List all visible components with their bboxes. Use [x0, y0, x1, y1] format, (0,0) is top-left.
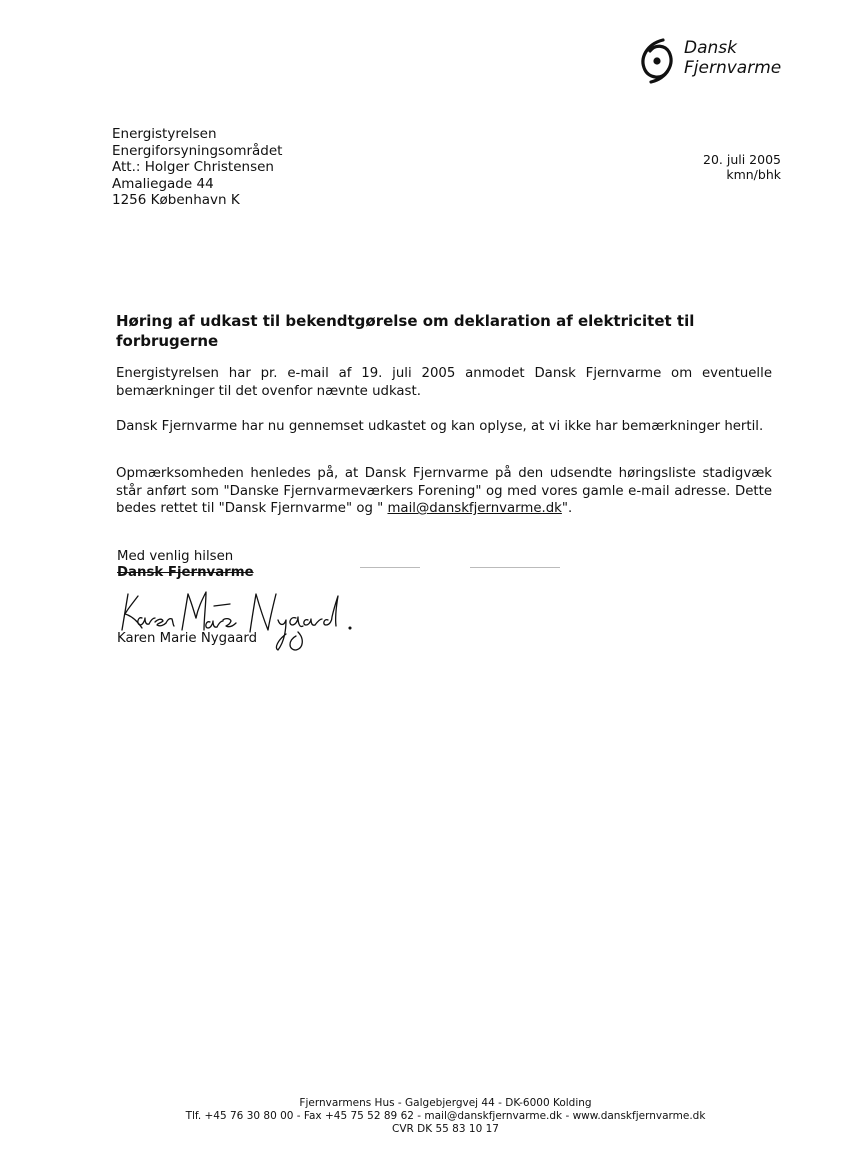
scan-artifact-line — [470, 567, 560, 568]
recipient-line: 1256 København K — [112, 192, 240, 209]
body-paragraph-3 — [116, 465, 772, 518]
letter-heading: Høring af udkast til bekendtgørelse om deklaration af elektricitet til forbrugerne — [116, 312, 695, 350]
logo-wordmark — [684, 38, 781, 78]
closing-organization: Dansk Fjernvarme — [117, 565, 254, 580]
date-block — [703, 152, 781, 182]
footer-contact: Tlf. +45 76 30 80 00 - Fax +45 75 52 89 62 - mail@danskfjernvarme.dk - www.danskfjernvarme.dk — [185, 1110, 706, 1122]
footer-cvr: CVR DK 55 83 10 17 — [392, 1123, 499, 1135]
letter-footer — [0, 1097, 853, 1136]
body-paragraph-2: Dansk Fjernvarme har nu gennemset udkastet og kan oplyse, at vi ikke har bemærkninger hertil. — [116, 419, 764, 434]
letter-date: 20. juli 2005 — [703, 152, 781, 167]
body-paragraph-1: Energistyrelsen har pr. e-mail af 19. juli 2005 anmodet Dansk Fjernvarme om eventuelle bemærkninger til det ovenfor nævnte udkast. — [116, 366, 772, 399]
scan-artifact-line — [360, 567, 420, 568]
dansk-fjernvarme-logo-icon — [637, 36, 677, 86]
recipient-line: Att.: Holger Christensen — [112, 159, 274, 176]
recipient-line: Energistyrelsen — [112, 126, 217, 142]
letter-reference: kmn/bhk — [726, 167, 781, 182]
paragraph-3-text: Opmærksomheden henledes på, at Dansk Fjernvarme på den udsendte høringsliste stadigvæk står anført som "Danske Fjernvarmeværkers Forening" og med vores gamle e-mail adresse. Dette bedes rettet til "Dansk Fjernvarme" og " — [116, 466, 772, 516]
logo-line-1: Dansk — [684, 38, 737, 58]
recipient-line: Energiforsyningsområdet — [112, 142, 283, 159]
closing-block — [117, 549, 254, 581]
signer-name: Karen Marie Nygaard — [117, 631, 258, 646]
paragraph-3-end: ". — [561, 501, 573, 516]
recipient-line: Amaliegade 44 — [112, 175, 214, 192]
footer-address: Fjernvarmens Hus - Galgebjergvej 44 - DK-6000 Kolding — [299, 1097, 592, 1109]
logo-line-2: Fjernvarme — [684, 58, 782, 78]
recipient-address — [112, 126, 282, 209]
closing-greeting: Med venlig hilsen — [117, 549, 234, 564]
email-link[interactable]: mail@danskfjernvarme.dk — [387, 501, 562, 516]
